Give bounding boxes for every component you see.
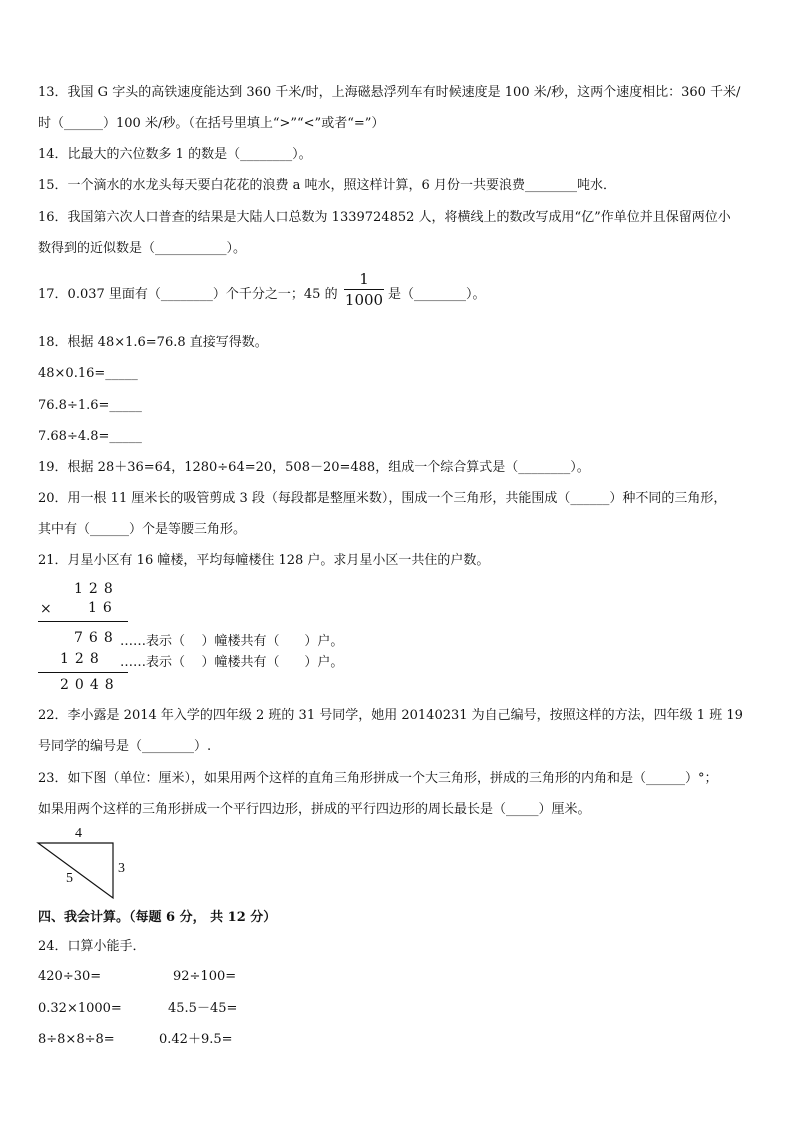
q17-part1: 17．0.037 里面有（________）个千分之一；45 的 [38, 287, 338, 302]
mult-note-1: ……表示（ ）幢楼共有（ ）户。 [120, 634, 344, 649]
mult-partial-1: 768 [74, 630, 119, 646]
q24-r3-c1: 8÷8×8÷8= [38, 1032, 115, 1047]
section-4-heading: 四、我会计算。（每题 6 分， 共 12 分） [38, 910, 277, 925]
q16-line1: 16．我国第六次人口普查的结果是大陆人口总数为 1339724852 人，将横线上的数改写成用“亿”作单位并且保留两位小 [38, 210, 731, 225]
mult-note-2: ……表示（ ）幢楼共有（ ）户。 [120, 655, 344, 670]
q23-line2: 如果用两个这样的三角形拼成一个平行四边形，拼成的平行四边形的周长最长是（_____）厘米。 [38, 802, 591, 817]
q18-stem: 18．根据 48×1.6=76.8 直接写得数。 [38, 335, 268, 350]
q22-line1: 22．李小露是 2014 年入学的四年级 2 班的 31 号同学，她用 20140231 为自己编号，按照这样的方法，四年级 1 班 19 [38, 708, 743, 723]
q14: 14．比最大的六位数多 1 的数是（________）。 [38, 147, 312, 162]
mult-times-sign: × [40, 601, 58, 617]
q24-r3-c2: 0.42＋9.5= [159, 1032, 233, 1047]
mult-partial-2: 128 [60, 651, 105, 667]
q22-line2: 号同学的编号是（________）. [38, 739, 212, 754]
fraction-numerator: 1 [359, 270, 369, 288]
q24-r2-c2: 45.5－45= [168, 1001, 238, 1016]
q24-r1-c2: 92÷100= [173, 969, 237, 984]
q18-item-1: 48×0.16=_____ [38, 366, 138, 381]
q17-part2: 是（________）。 [388, 287, 486, 302]
triangle-label-top: 4 [75, 826, 82, 841]
q20-line1: 20．用一根 11 厘米长的吸管剪成 3 段（每段都是整厘米数），围成一个三角形，共能围成（______）种不同的三角形， [38, 491, 727, 506]
q13-line1: 13．我国 G 字头的高铁速度能达到 360 千米/时，上海磁悬浮列车有时候速度是 100 米/秒，这两个速度相比：360 千米/ [38, 85, 741, 100]
q19: 19．根据 28＋36=64，1280÷64=20，508－20=488，组成一个综合算式是（________）。 [38, 460, 590, 475]
q18-item-3: 7.68÷4.8=_____ [38, 429, 142, 444]
q24-stem: 24．口算小能手． [38, 939, 146, 954]
q18-item-2: 76.8÷1.6=_____ [38, 398, 142, 413]
mult-result: 2048 [60, 677, 120, 693]
q13-line2: 时（______）100 米/秒。（在括号里填上“>”“<”或者“=”） [38, 116, 385, 131]
mult-line-1 [38, 621, 128, 622]
q16-line2: 数得到的近似数是（___________）。 [38, 241, 247, 256]
q15: 15．一个滴水的水龙头每天要白花花的浪费 a 吨水，照这样计算，6 月份一共要浪费________吨水． [38, 178, 616, 193]
q24-r1-c1: 420÷30= [38, 969, 102, 984]
fraction-bar [344, 289, 384, 290]
q20-line2: 其中有（______）个是等腰三角形。 [38, 522, 247, 537]
fraction-denominator: 1000 [344, 291, 384, 309]
right-triangle-figure [36, 840, 116, 900]
q21-stem: 21．月星小区有 16 幢楼，平均每幢楼住 128 户。求月星小区一共住的户数。 [38, 553, 490, 568]
mult-bottom-number: 16 [88, 600, 118, 616]
q24-r2-c1: 0.32×1000= [38, 1001, 122, 1016]
mult-top-number: 128 [74, 581, 119, 597]
q23-line1: 23．如下图（单位：厘米），如果用两个这样的直角三角形拼成一个大三角形，拼成的三角形的内角和是（______）°； [38, 771, 718, 786]
q17-fraction [344, 270, 384, 309]
triangle-label-hypotenuse: 5 [66, 871, 73, 886]
triangle-label-right: 3 [118, 861, 125, 876]
mult-line-2 [38, 672, 128, 673]
